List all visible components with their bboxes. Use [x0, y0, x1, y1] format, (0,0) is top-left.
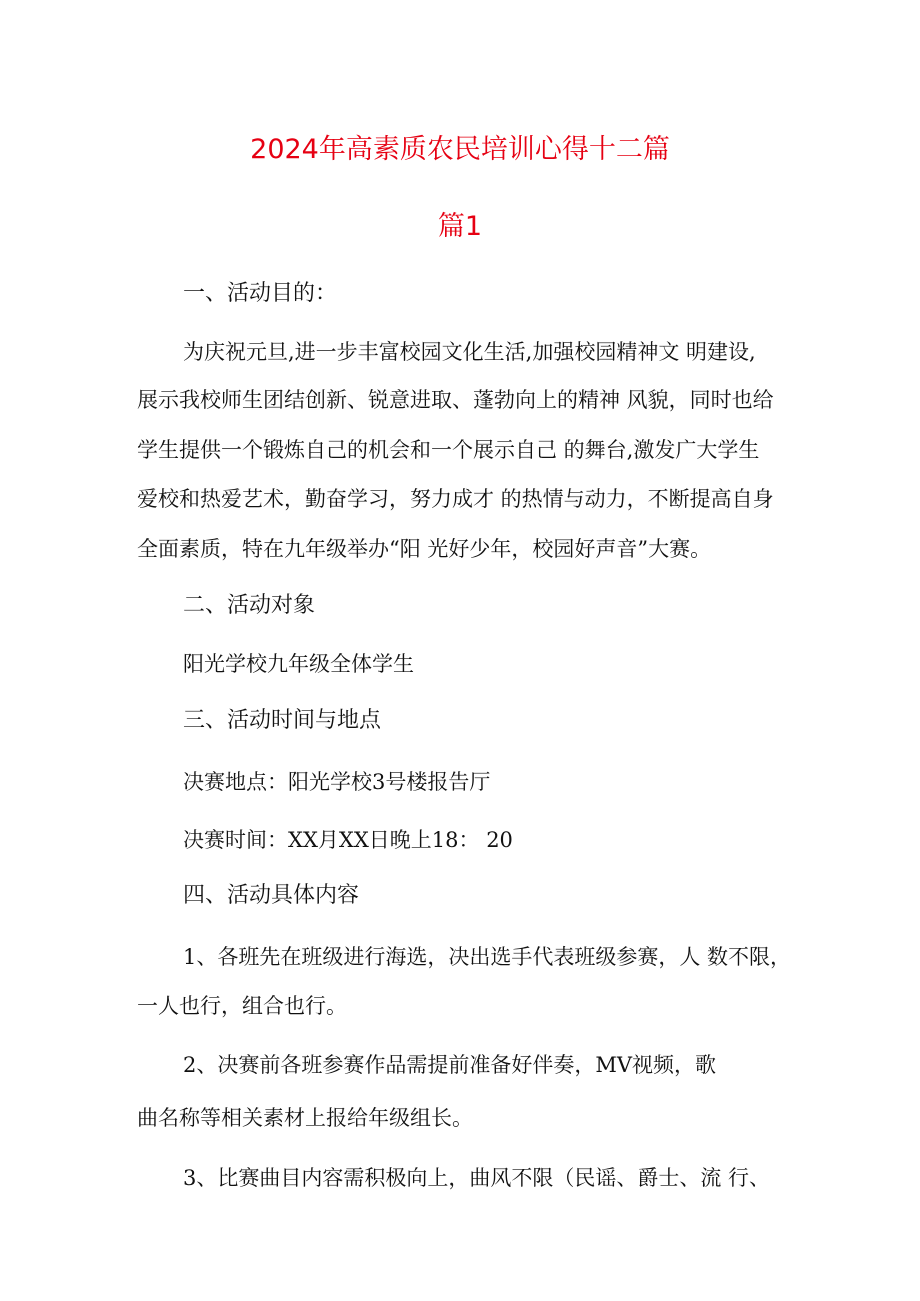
- paragraph-line: 阳光学校九年级全体学生: [183, 652, 414, 676]
- paragraph-line: 全面素质，特在九年级举办“阳 光好少年，校园好声音”大赛。: [137, 537, 712, 561]
- heading-time-and-location: 三、活动时间与地点: [183, 708, 382, 733]
- paragraph-line: 2、决赛前各班参赛作品需提前准备好伴奏，MV视频，歌: [183, 1053, 717, 1077]
- paragraph-line: 3、比赛曲目内容需积极向上，曲风不限（民谣、爵士、流 行、: [183, 1166, 771, 1190]
- heading-activity-content: 四、活动具体内容: [183, 883, 360, 908]
- paragraph-line: 1、各班先在班级进行海选，决出选手代表班级参赛，人 数不限，: [183, 945, 792, 969]
- paragraph-line: 爱校和热爱艺术，勤奋学习，努力成才 的热情与动力，不断提高自身: [137, 487, 774, 511]
- document-title: 2024年高素质农民培训心得十二篇: [250, 134, 670, 165]
- paragraph-line: 曲名称等相关素材上报给年级组长。: [137, 1106, 473, 1130]
- paragraph-line: 展示我校师生团结创新、锐意进取、蓬勃向上的精神 风貌，同时也给: [137, 388, 774, 412]
- paragraph-line: 决赛地点：阳光学校3号楼报告厅: [183, 770, 491, 794]
- paragraph-line: 学生提供一个锻炼自己的机会和一个展示自己 的舞台,激发广大学生: [137, 438, 760, 462]
- heading-activity-purpose: 一、活动目的：: [183, 281, 338, 306]
- paragraph-line: 为庆祝元旦,进一步丰富校园文化生活,加强校园精神文 明建设,: [183, 340, 756, 364]
- paragraph-line: 决赛时间：XX月XX日晚上18： 20: [183, 828, 513, 852]
- paragraph-line: 一人也行，组合也行。: [137, 994, 347, 1018]
- section-title: 篇1: [437, 211, 483, 242]
- heading-activity-audience: 二、活动对象: [183, 593, 316, 618]
